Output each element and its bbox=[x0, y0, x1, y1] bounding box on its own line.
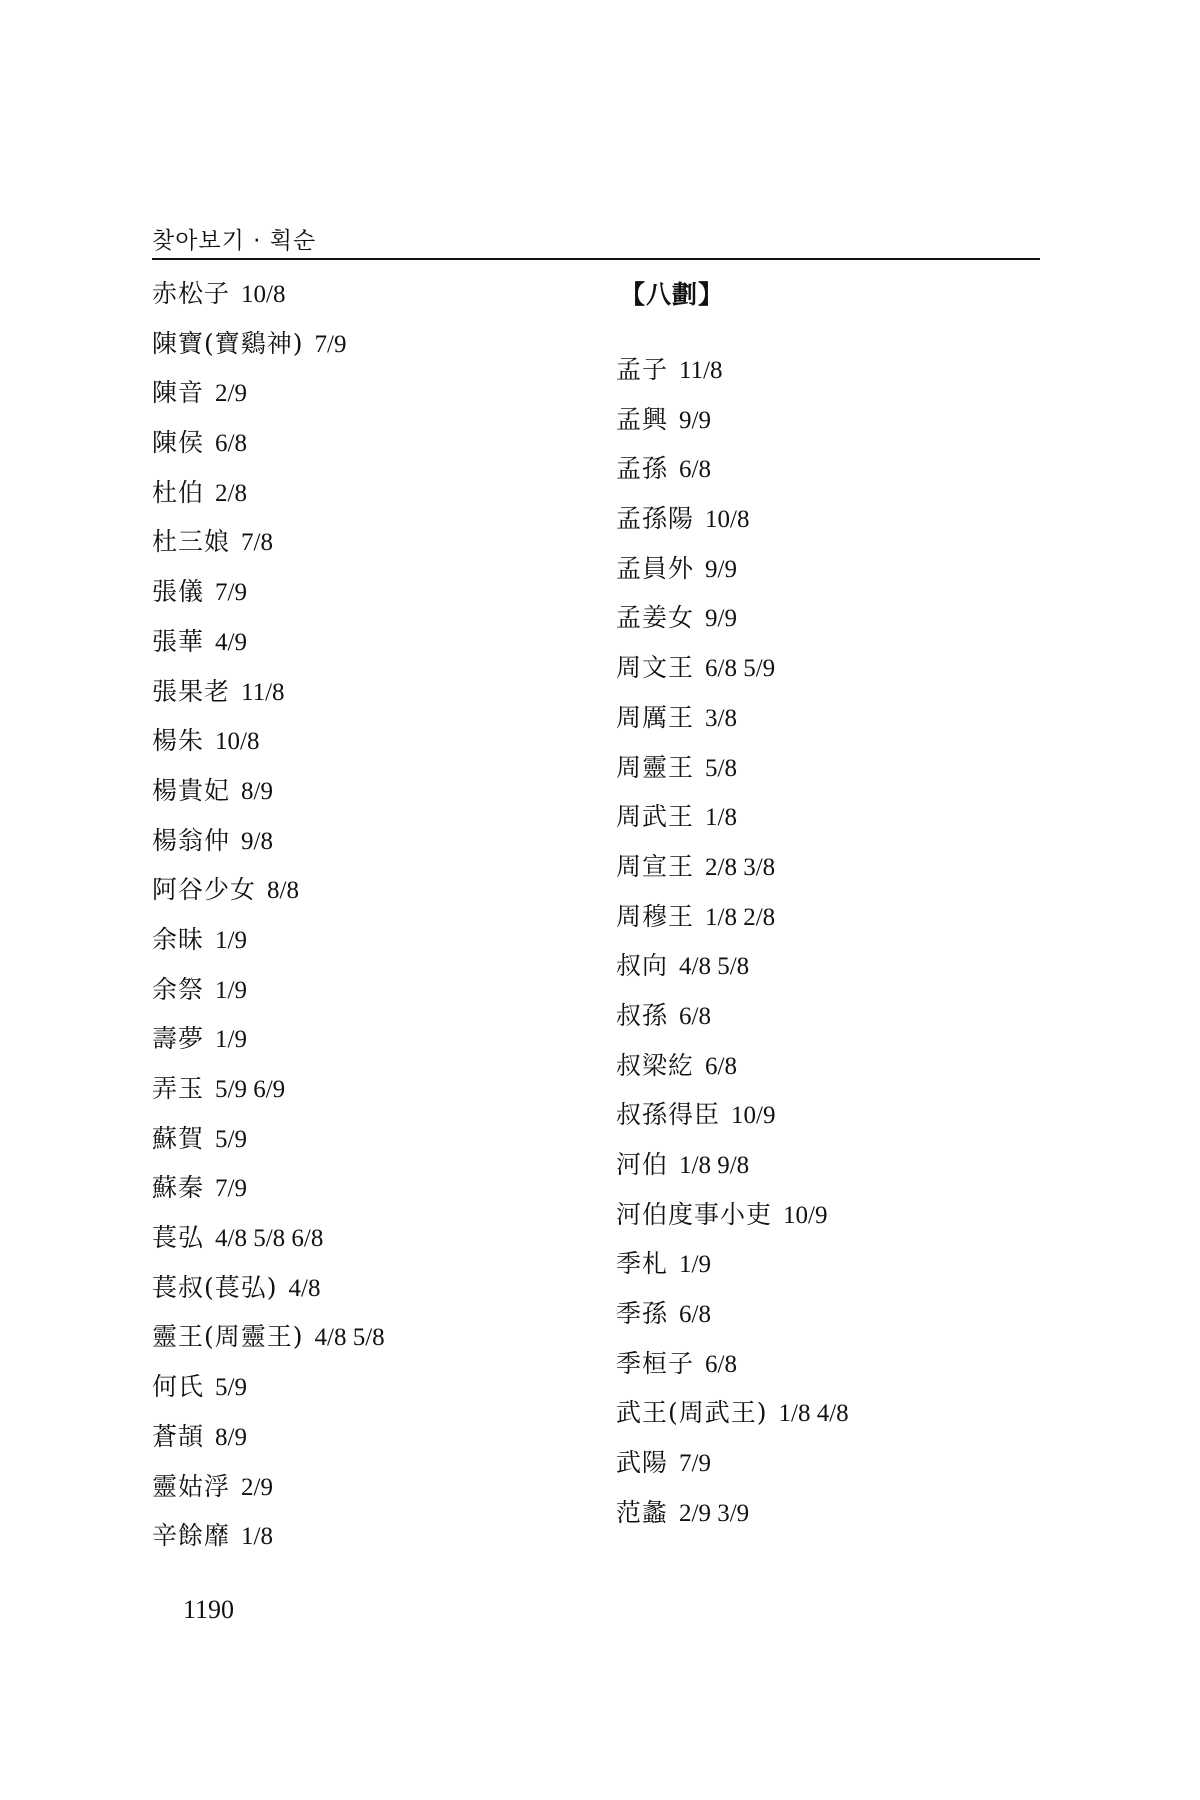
entry-references: 4/8 5/8 6/8 bbox=[215, 1225, 324, 1253]
index-entry bbox=[616, 1341, 1036, 1391]
entry-references: 5/8 bbox=[705, 754, 737, 782]
entry-references: 1/8 4/8 bbox=[778, 1400, 849, 1428]
entry-references: 1/9 bbox=[215, 976, 247, 1004]
entry-name: 杜三娘 bbox=[152, 527, 231, 557]
index-entry bbox=[616, 446, 1036, 496]
index-entry bbox=[616, 745, 1036, 795]
index-entry bbox=[616, 595, 1036, 645]
entry-references: 6/8 5/9 bbox=[705, 655, 776, 683]
index-entry bbox=[616, 1490, 1036, 1540]
entry-name: 叔梁紇 bbox=[616, 1050, 695, 1080]
header-rule bbox=[152, 258, 1040, 260]
index-entry bbox=[152, 1414, 582, 1464]
index-column-left bbox=[152, 271, 582, 1563]
index-entry bbox=[152, 967, 582, 1017]
entry-name: 周文王 bbox=[616, 653, 695, 683]
entry-name: 孟姜女 bbox=[616, 603, 695, 633]
index-entry bbox=[616, 1291, 1036, 1341]
entry-name: 周靈王 bbox=[616, 752, 695, 782]
entry-references: 10/9 bbox=[783, 1201, 828, 1229]
entry-name: 叔孫 bbox=[616, 1000, 669, 1030]
entry-name: 季桓子 bbox=[616, 1348, 695, 1378]
entry-name: 叔向 bbox=[616, 951, 669, 981]
entry-references: 1/8 2/8 bbox=[705, 903, 776, 931]
entry-name: 武陽 bbox=[616, 1448, 669, 1478]
index-entry bbox=[616, 1440, 1036, 1490]
entry-references: 9/9 bbox=[679, 406, 711, 434]
entry-references: 6/8 bbox=[705, 1052, 737, 1080]
index-entry bbox=[616, 794, 1036, 844]
entry-name: 萇叔(萇弘) bbox=[152, 1272, 278, 1302]
page-number: 1190 bbox=[183, 1595, 235, 1624]
entry-name: 辛餘靡 bbox=[152, 1521, 231, 1551]
entry-references: 10/8 bbox=[215, 728, 260, 756]
entry-name: 周厲王 bbox=[616, 702, 695, 732]
entry-references: 3/8 bbox=[705, 704, 737, 732]
entry-references: 6/8 bbox=[705, 1350, 737, 1378]
index-entry bbox=[616, 1241, 1036, 1291]
entry-name: 萇弘 bbox=[152, 1223, 205, 1253]
entry-references: 1/9 bbox=[215, 926, 247, 954]
entry-name: 河伯 bbox=[616, 1150, 669, 1179]
index-entry bbox=[616, 1092, 1036, 1142]
index-entry bbox=[152, 370, 582, 420]
entry-references: 9/8 bbox=[241, 827, 273, 855]
entry-references: 2/9 bbox=[241, 1473, 273, 1501]
index-entry bbox=[616, 347, 1036, 397]
entry-name: 楊翁仲 bbox=[152, 825, 231, 855]
entry-references: 2/8 3/8 bbox=[705, 853, 776, 881]
index-entry bbox=[152, 1513, 582, 1563]
entry-references: 6/8 bbox=[679, 456, 711, 484]
entry-name: 何氏 bbox=[152, 1372, 205, 1402]
entry-references: 2/8 bbox=[215, 479, 247, 507]
index-entry bbox=[616, 1142, 1036, 1192]
index-entry bbox=[152, 1066, 582, 1116]
index-entry bbox=[152, 1215, 582, 1265]
entry-name: 楊朱 bbox=[152, 726, 205, 756]
stroke-section-heading: 【八劃】 bbox=[620, 280, 725, 309]
entry-references: 1/9 bbox=[679, 1251, 711, 1279]
entry-references: 4/8 bbox=[288, 1274, 321, 1302]
entry-name: 壽夢 bbox=[152, 1024, 205, 1054]
entry-references: 1/9 bbox=[215, 1026, 247, 1054]
entry-name: 孟子 bbox=[616, 355, 669, 384]
entry-name: 叔孫得臣 bbox=[616, 1100, 721, 1130]
entry-name: 周武王 bbox=[616, 802, 695, 832]
index-entry bbox=[152, 1464, 582, 1514]
index-entry bbox=[152, 1116, 582, 1166]
entry-references: 1/8 bbox=[705, 804, 737, 832]
entry-name: 陳音 bbox=[152, 378, 205, 408]
entry-name: 靈王(周靈王) bbox=[152, 1322, 304, 1352]
index-entry bbox=[616, 943, 1036, 993]
entry-references: 2/9 3/9 bbox=[679, 1499, 750, 1527]
entry-name: 河伯度事小吏 bbox=[616, 1199, 773, 1229]
index-entry bbox=[616, 546, 1036, 596]
entry-name: 陳侯 bbox=[152, 428, 205, 458]
index-entry bbox=[616, 1043, 1036, 1093]
index-entry bbox=[152, 1364, 582, 1414]
index-entry bbox=[616, 496, 1036, 546]
index-entry bbox=[152, 818, 582, 868]
index-entry bbox=[616, 993, 1036, 1043]
index-entry bbox=[152, 519, 582, 569]
index-entry bbox=[616, 1390, 1036, 1440]
index-entry bbox=[152, 470, 582, 520]
entry-references: 7/9 bbox=[215, 1175, 247, 1203]
entry-name: 季札 bbox=[616, 1249, 669, 1279]
index-entry bbox=[152, 1016, 582, 1066]
index-entry bbox=[616, 695, 1036, 745]
entry-name: 蘇秦 bbox=[152, 1173, 205, 1203]
entry-references: 4/8 5/8 bbox=[679, 953, 750, 981]
entry-references: 10/8 bbox=[705, 506, 750, 534]
entry-name: 武王(周武王) bbox=[616, 1398, 768, 1428]
index-entry bbox=[152, 1314, 582, 1364]
index-entry bbox=[152, 867, 582, 917]
index-entry bbox=[152, 917, 582, 967]
entry-references: 5/9 6/9 bbox=[215, 1076, 286, 1103]
index-entry bbox=[616, 397, 1036, 447]
entry-name: 蘇賀 bbox=[152, 1123, 205, 1153]
entry-references: 9/9 bbox=[705, 555, 737, 583]
entry-references: 8/9 bbox=[241, 777, 273, 805]
entry-name: 陳寶(寶鷄神) bbox=[152, 328, 304, 358]
index-entry bbox=[152, 1265, 582, 1315]
entry-references: 7/9 bbox=[679, 1450, 711, 1478]
index-entry bbox=[152, 669, 582, 719]
entry-references: 7/9 bbox=[215, 579, 247, 607]
index-entry bbox=[616, 894, 1036, 944]
entry-name: 楊貴妃 bbox=[152, 775, 231, 805]
entry-references: 10/9 bbox=[731, 1102, 776, 1130]
entry-name: 阿谷少女 bbox=[152, 875, 257, 905]
index-entry bbox=[152, 569, 582, 619]
entry-name: 余昧 bbox=[152, 924, 205, 954]
entry-name: 季孫 bbox=[616, 1299, 669, 1329]
entry-references: 1/8 bbox=[241, 1523, 273, 1551]
index-entry bbox=[152, 768, 582, 818]
entry-references: 7/8 bbox=[241, 529, 273, 557]
index-entry bbox=[152, 271, 582, 321]
entry-references: 7/9 bbox=[314, 330, 347, 358]
entry-name: 孟興 bbox=[616, 404, 669, 434]
entry-references: 6/8 bbox=[679, 1301, 711, 1329]
index-entry bbox=[152, 321, 582, 371]
entry-name: 范蠡 bbox=[616, 1497, 669, 1527]
entry-references: 6/8 bbox=[679, 1002, 711, 1030]
entry-name: 孟員外 bbox=[616, 553, 695, 583]
entry-name: 張果老 bbox=[152, 676, 231, 706]
entry-references: 6/8 bbox=[215, 430, 247, 458]
index-entry bbox=[152, 619, 582, 669]
entry-name: 張華 bbox=[152, 626, 205, 656]
running-header: 찾아보기 · 획순 bbox=[152, 228, 317, 254]
index-entry bbox=[152, 718, 582, 768]
entry-references: 2/9 bbox=[215, 380, 247, 408]
index-entry bbox=[152, 420, 582, 470]
entry-name: 蒼頡 bbox=[152, 1421, 205, 1451]
entry-references: 11/8 bbox=[241, 678, 285, 706]
entry-name: 周穆王 bbox=[616, 901, 695, 931]
entry-name: 張儀 bbox=[152, 577, 205, 607]
index-column-right bbox=[616, 347, 1036, 1540]
entry-name: 周宣王 bbox=[616, 851, 695, 881]
entry-name: 余祭 bbox=[152, 974, 205, 1004]
entry-name: 孟孫陽 bbox=[616, 504, 695, 534]
entry-references: 4/8 5/8 bbox=[314, 1324, 385, 1352]
entry-references: 8/9 bbox=[215, 1423, 247, 1451]
index-entry bbox=[616, 844, 1036, 894]
entry-references: 4/9 bbox=[215, 628, 247, 656]
entry-name: 孟孫 bbox=[616, 454, 669, 484]
index-entry bbox=[616, 1192, 1036, 1242]
entry-name: 靈姑浮 bbox=[152, 1471, 231, 1501]
entry-references: 1/8 9/8 bbox=[679, 1152, 750, 1179]
entry-references: 9/9 bbox=[705, 605, 737, 633]
entry-name: 赤松子 bbox=[152, 279, 231, 308]
entry-name: 杜伯 bbox=[152, 477, 205, 507]
index-entry bbox=[152, 1165, 582, 1215]
entry-name: 弄玉 bbox=[152, 1074, 205, 1103]
entry-references: 8/8 bbox=[267, 877, 299, 905]
entry-references: 5/9 bbox=[215, 1374, 247, 1402]
index-entry bbox=[616, 645, 1036, 695]
entry-references: 5/9 bbox=[215, 1125, 247, 1153]
entry-references: 10/8 bbox=[241, 281, 286, 308]
entry-references: 11/8 bbox=[679, 357, 723, 384]
